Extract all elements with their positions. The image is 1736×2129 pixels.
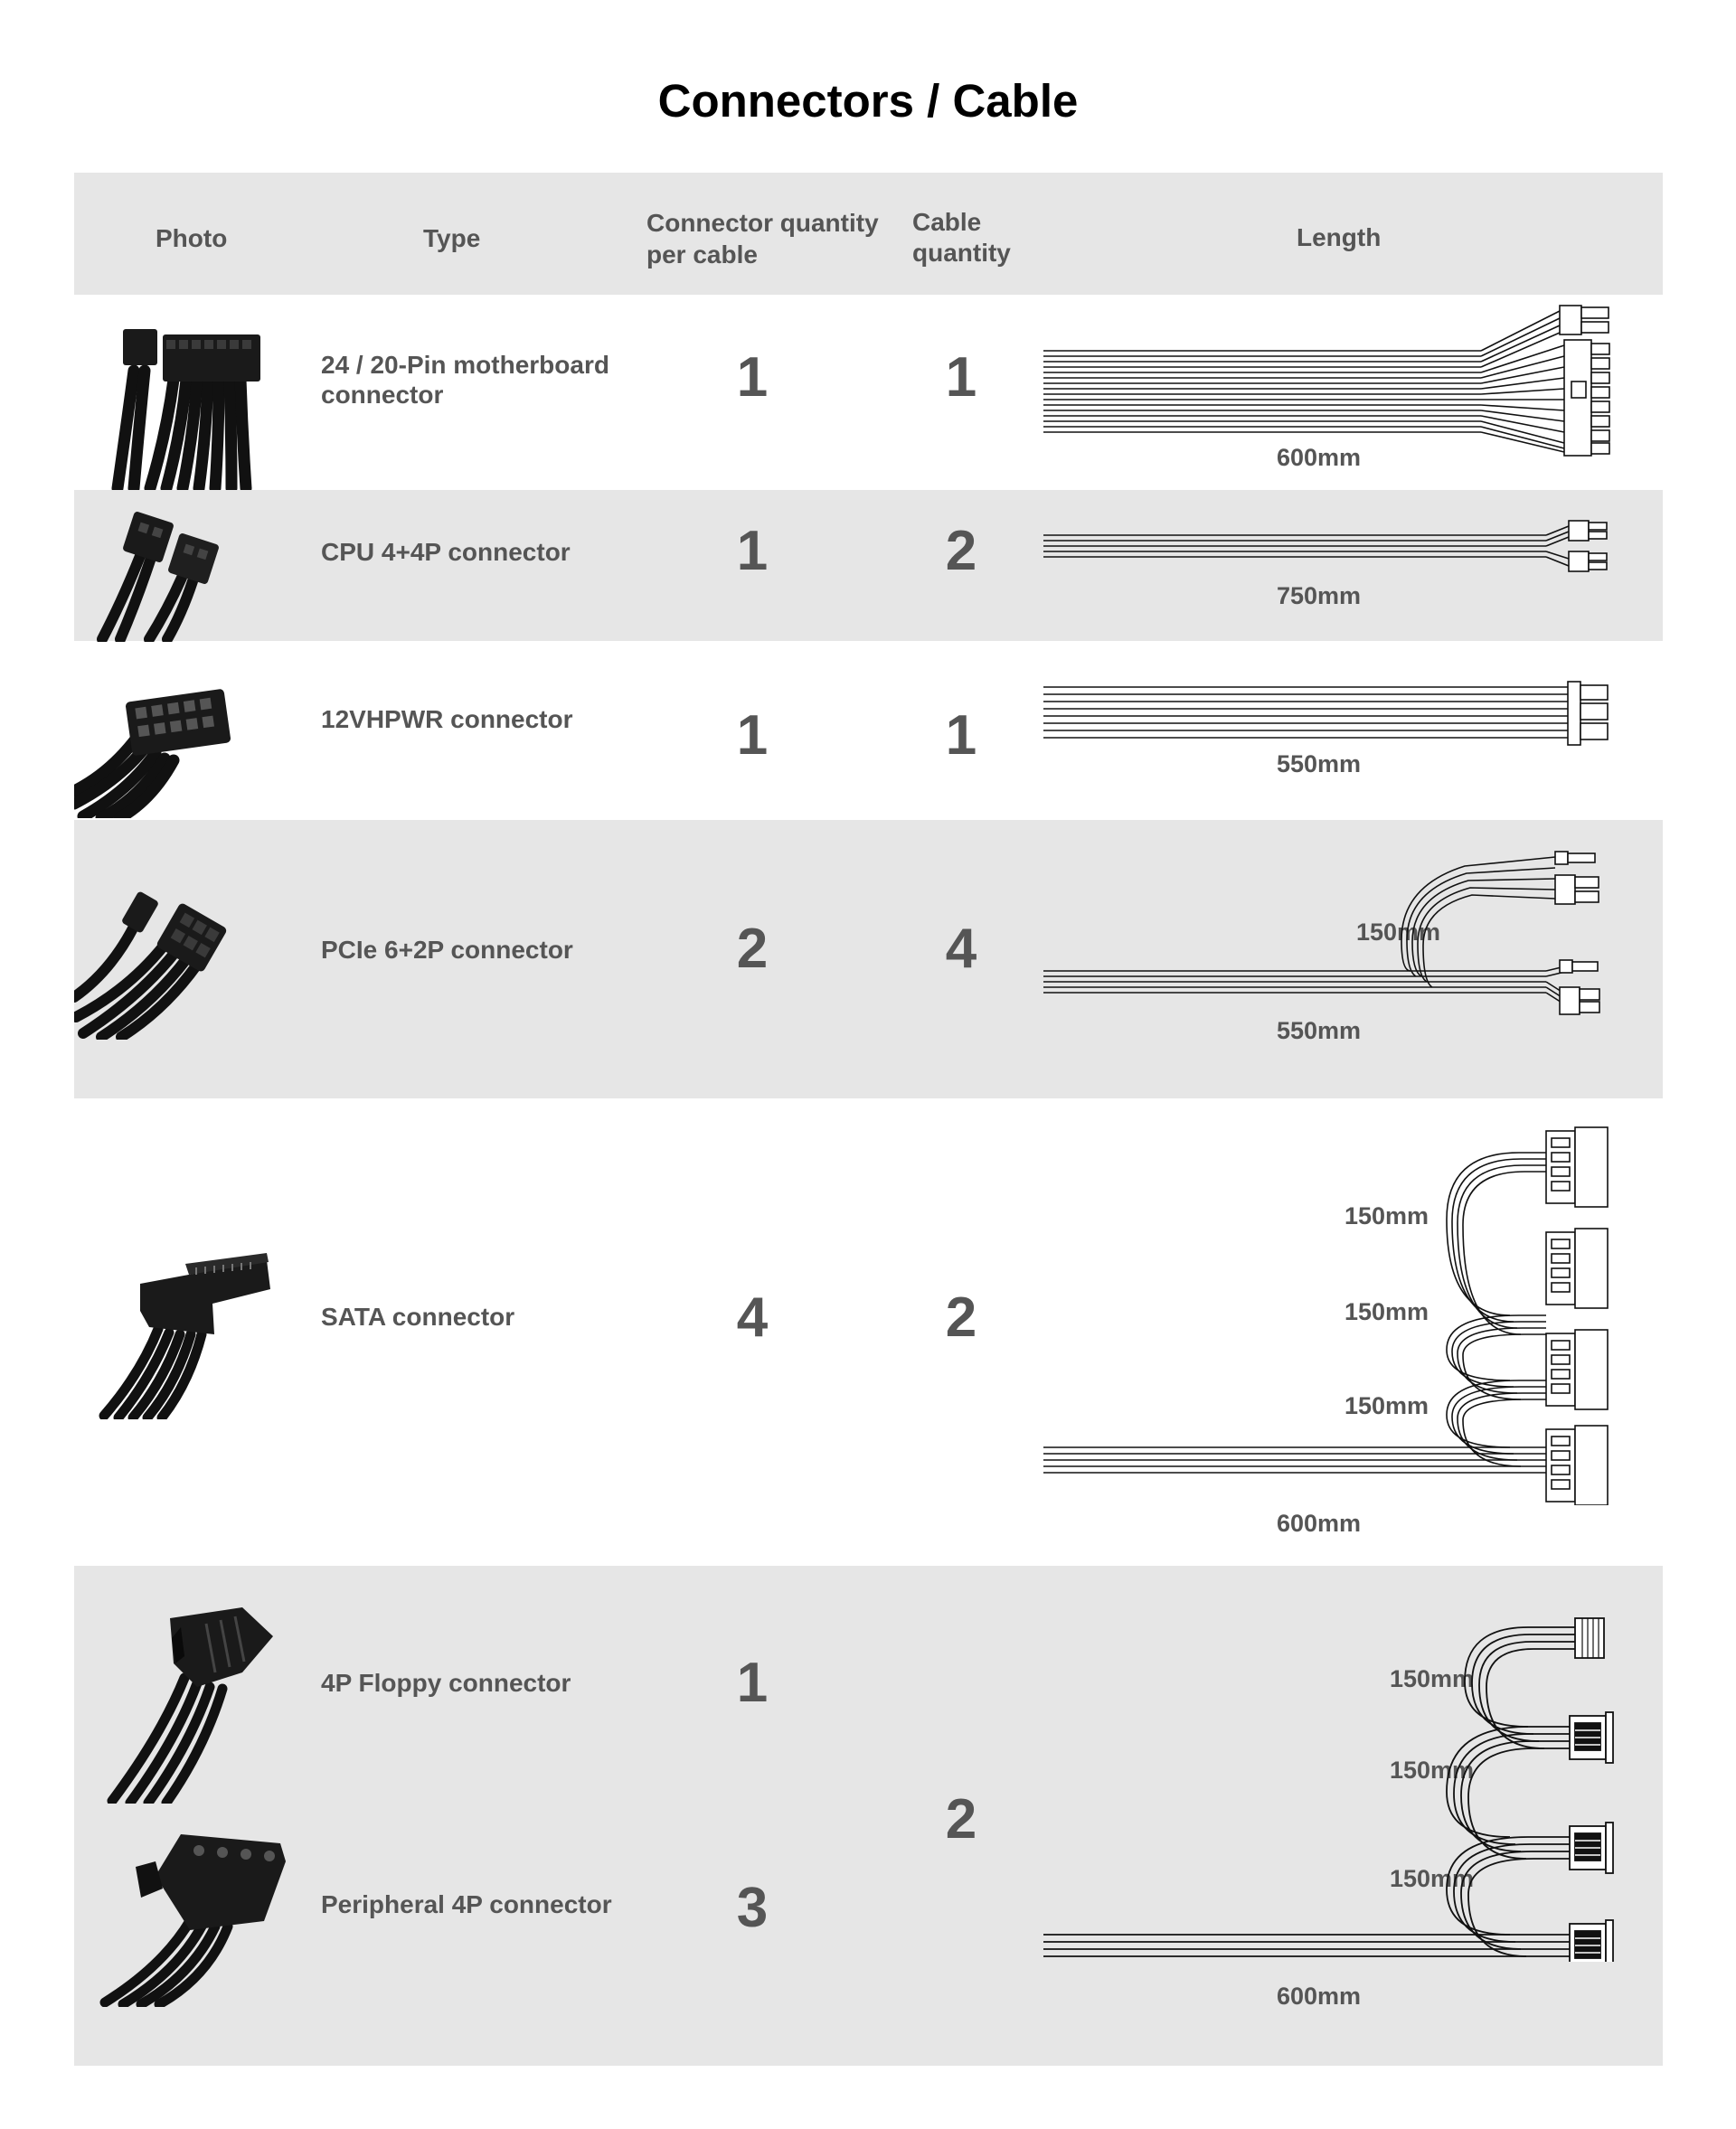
pcie-connector-photo [74, 881, 246, 1040]
length-cpu: 750mm [1277, 582, 1362, 609]
connector-qty-cpu: 1 [736, 520, 769, 582]
type-pcie: PCIe 6+2P connector [321, 936, 573, 964]
type-sata: SATA connector [321, 1303, 515, 1331]
length-sata-main: 600mm [1277, 1510, 1362, 1537]
length-pcie-split: 150mm [1356, 918, 1441, 946]
type-floppy: 4P Floppy connector [321, 1669, 571, 1697]
cable-qty-atx: 1 [945, 346, 977, 409]
cable-qty-cpu: 2 [945, 520, 977, 582]
connector-qty-floppy: 1 [736, 1652, 769, 1714]
sata-connector-photo [95, 1248, 276, 1419]
header-connector-qty-1: Connector quantity [646, 209, 879, 237]
header-photo: Photo [156, 224, 228, 252]
atx-connector-photo [107, 316, 269, 490]
length-sata-2: 150mm [1344, 1298, 1429, 1325]
type-12vhpwr: 12VHPWR connector [321, 705, 573, 733]
cable-qty-12vhpwr: 1 [945, 704, 977, 767]
header-cable-qty-1: Cable [912, 208, 982, 236]
atx-cable-diagram [1040, 298, 1628, 461]
length-sata-3: 150mm [1344, 1392, 1429, 1419]
peripheral-connector-photo [99, 1822, 294, 2007]
sata-cable-diagram [1040, 1126, 1628, 1505]
header-connector-qty-2: per cable [646, 240, 758, 268]
header-cable-qty-2: quantity [912, 239, 1011, 267]
type-cpu: CPU 4+4P connector [321, 538, 571, 566]
12vhpwr-cable-diagram [1040, 676, 1628, 753]
type-atx-line2: connector [321, 381, 444, 409]
length-molex-1: 150mm [1390, 1665, 1475, 1692]
length-atx: 600mm [1277, 444, 1362, 471]
length-molex-main: 600mm [1277, 1983, 1362, 2010]
pcie-cable-diagram [1040, 841, 1628, 1022]
12vhpwr-connector-photo [74, 674, 246, 818]
connector-qty-atx: 1 [736, 346, 769, 409]
length-pcie-main: 550mm [1277, 1017, 1362, 1044]
page-title: Connectors / Cable [657, 75, 1079, 127]
header-type: Type [423, 224, 481, 252]
header-length: Length [1297, 223, 1382, 251]
connector-qty-sata: 4 [736, 1286, 769, 1349]
length-molex-2: 150mm [1390, 1757, 1475, 1784]
molex-cable-diagram [1040, 1600, 1628, 1962]
length-12vhpwr: 550mm [1277, 750, 1362, 777]
connector-qty-peripheral: 3 [736, 1877, 769, 1939]
type-peripheral: Peripheral 4P connector [321, 1890, 612, 1918]
connector-qty-pcie: 2 [736, 918, 769, 980]
connector-qty-12vhpwr: 1 [736, 704, 769, 767]
cpu-cable-diagram [1040, 513, 1628, 577]
length-molex-3: 150mm [1390, 1865, 1475, 1892]
length-sata-1: 150mm [1344, 1202, 1429, 1229]
cable-qty-molex: 2 [945, 1788, 977, 1851]
floppy-connector-photo [107, 1600, 278, 1804]
cable-qty-sata: 2 [945, 1286, 977, 1349]
type-atx-line1: 24 / 20-Pin motherboard [321, 351, 609, 379]
cable-qty-pcie: 4 [945, 918, 977, 980]
cpu-connector-photo [95, 502, 240, 642]
